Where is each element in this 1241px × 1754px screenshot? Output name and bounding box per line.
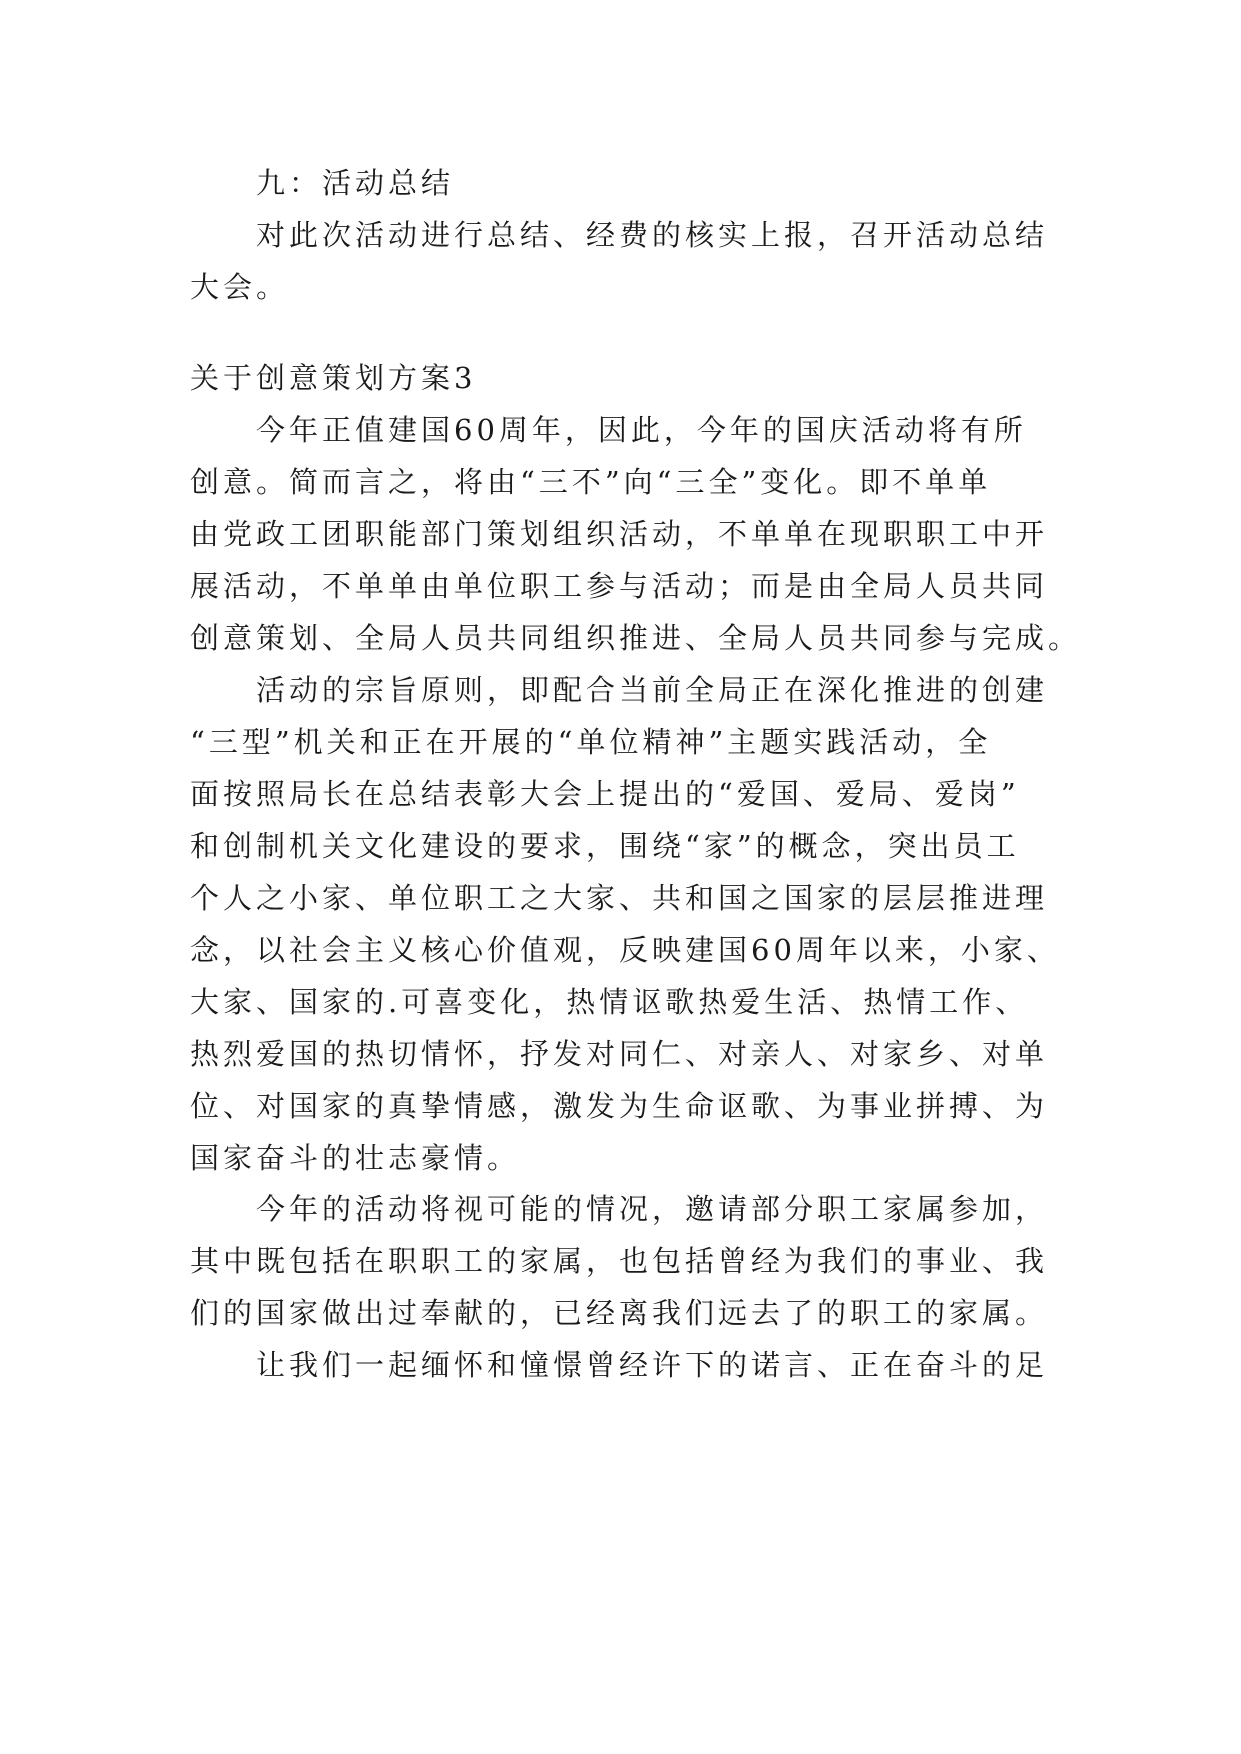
paragraph-line: 其中既包括在职职工的家属，也包括曾经为我们的事业、我 (190, 1244, 1049, 1278)
paragraph (190, 1183, 1052, 1339)
paragraph-line: 展活动，不单单由单位职工参与活动；而是由全局人员共同 (190, 569, 1049, 603)
paragraph-line: 今年正值建国60周年，因此，今年的国庆活动将有所 (256, 413, 1027, 447)
paragraph-line: 面按照局长在总结表彰大会上提出的“爱国、爱局、爱岗” (190, 777, 1020, 811)
paragraph-line: 个人之小家、单位职工之大家、共和国之国家的层层推进理 (190, 881, 1049, 915)
paragraph (190, 404, 1082, 664)
paragraph-line: 让我们一起缅怀和憧憬曾经许下的诺言、正在奋斗的足 (256, 1348, 1049, 1382)
paragraph-line: 创意。简而言之，将由“三不”向“三全”变化。即不单单 (190, 465, 992, 499)
paragraph (190, 664, 1060, 1184)
section-nine (190, 157, 1052, 313)
section-heading: 九：活动总结 (256, 166, 455, 200)
paragraph-line: 今年的活动将视可能的情况，邀请部分职工家属参加， (256, 1192, 1049, 1226)
paragraph-line: “三型”机关和正在开展的“单位精神”主题实践活动，全 (190, 725, 992, 759)
paragraph-line: 创意策划、全局人员共同组织推进、全局人员共同参与完成。 (190, 621, 1082, 655)
paragraph-line: 念，以社会主义核心价值观，反映建国60周年以来，小家、 (190, 933, 1060, 967)
paragraph (190, 1339, 1052, 1391)
paragraph-line: 大会。 (190, 270, 290, 304)
paragraph-line: 活动的宗旨原则，即配合当前全局正在深化推进的创建 (256, 673, 1049, 707)
plan-three-title-block (190, 352, 1052, 404)
document-title: 关于创意策划方案3 (190, 361, 477, 395)
paragraph-line: 热烈爱国的热切情怀，抒发对同仁、对亲人、对家乡、对单 (190, 1037, 1049, 1071)
paragraph-line: 们的国家做出过奉献的，已经离我们远去了的职工的家属。 (190, 1296, 1049, 1330)
paragraph-line: 国家奋斗的壮志豪情。 (190, 1141, 521, 1175)
paragraph-line: 大家、国家的.可喜变化，热情讴歌热爱生活、热情工作、 (190, 985, 1029, 1019)
paragraph-line: 位、对国家的真挚情感，激发为生命讴歌、为事业拼搏、为 (190, 1089, 1049, 1123)
paragraph-line: 对此次活动进行总结、经费的核实上报，召开活动总结 (256, 218, 1049, 252)
paragraph-line: 由党政工团职能部门策划组织活动，不单单在现职职工中开 (190, 517, 1049, 551)
paragraph-line: 和创制机关文化建设的要求，围绕“家”的概念，突出员工 (190, 829, 1020, 863)
